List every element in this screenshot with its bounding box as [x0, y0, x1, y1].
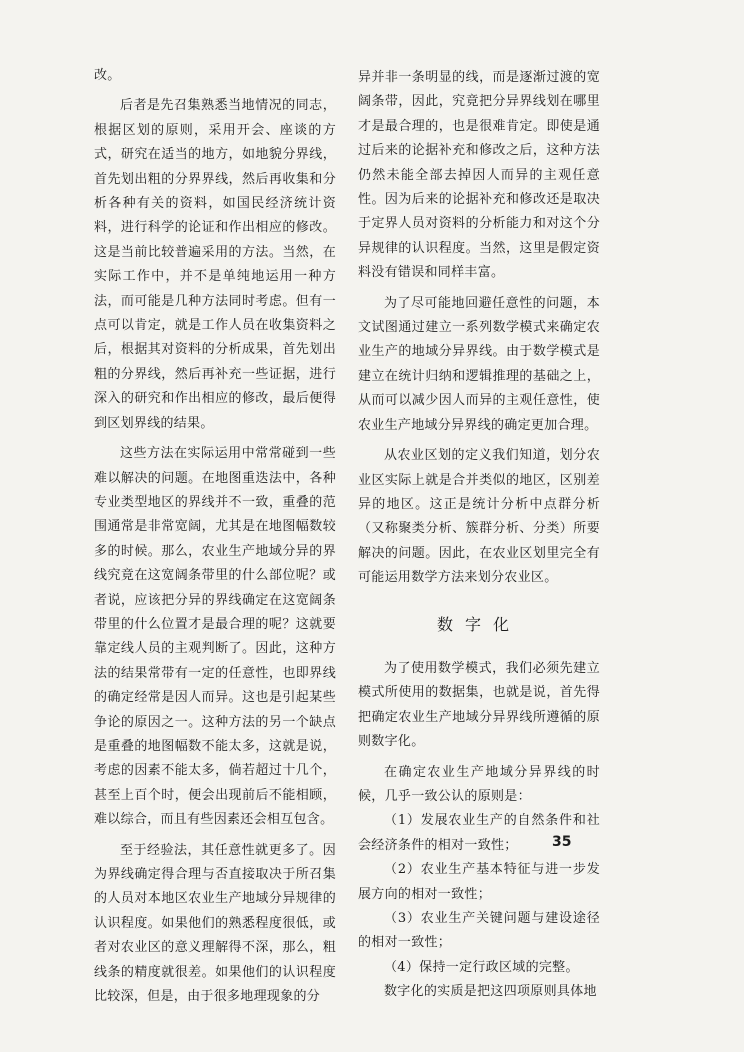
principle-item: （1）发展农业生产的自然条件和社会经济条件的相对一致性； [358, 813, 600, 853]
paragraph: 从农业区划的定义我们知道，划分农业区实际上就是合并类似的地区，区别差异的地区。这正是统计分析中点群分析（又称聚类分析、簇群分析、分类）所要解决的问题。因此，在农业区划里完全有可能运用数学方法来划分农业区。 [358, 448, 600, 586]
paragraph: 改。 [94, 68, 121, 83]
principle-item: （4）保持一定行政区域的完整。 [384, 959, 579, 975]
principle-item: （2）农业生产基本特征与进一步发展方向的相对一致性； [358, 862, 600, 902]
paragraph: 为了尽可能地回避任意性的问题，本文试图通过建立一系列数学模式来确定农业生产的地域分异界线。由于数学模式是建立在统计归纳和逻辑推理的基础之上，从而可以减少因人而异的主观任意性，使农业生产地域分异界线的确定更加合理。 [358, 295, 600, 433]
page-number: 35 [552, 834, 572, 850]
paragraph: 后者是先召集熟悉当地情况的同志，根据区划的原则，采用开会、座谈的方式，研究在适当的地方，如地貌分界线，首先划出粗的分界界线，然后再收集和分析各种有关的资料，如国民经济统计资料，进行科学的论证和作出相应的修改。这是当前比较普遍采用的方法。当然，在实际工作中，并不是单纯地运用一种方法，而可能是几种方法同时考虑。但有一点可以肯定，就是工作人员在收集资料之后，根据其对资料的分析成果，首先划出粗的分界线，然后再补充一些证据，进行深入的研究和作出相应的修改，最后便得到区划界线的结果。 [94, 98, 336, 431]
section-title: 数字化 [436, 614, 521, 634]
right-column [358, 66, 600, 1005]
paragraph: 这些方法在实际运用中常常碰到一些难以解决的问题。在地图重迭法中，各种专业类型地区的界线并不一致，重叠的范围通常是非常宽阔，尤其是在地图幅数较多的时候。那么，农业生产地域分异的界线究竟在这宽阔条带里的什么部位呢？或者说，应该把分异的界线确定在这宽阔条带里的什么位置才是最合理的呢？这就要靠定线人员的主观判断了。因此，这种方法的结果常带有一定的任意性，也即界线的确定经常是因人而异。这也是引起某些争论的原因之一。这种方法的另一个缺点是重叠的地图幅数不能太多，这就是说，考虑的因素不能太多，倘若超过十几个，甚至上百个时，便会出现前后不能相顾，难以综合，而且有些因素还会相互包含。 [94, 446, 336, 828]
paragraph: 在确定农业生产地域分异界线的时候，几乎一致公认的原则是： [358, 764, 600, 804]
left-column [94, 64, 336, 1009]
paragraph: 为了使用数学模式，我们必须先建立模式所使用的数据集，也就是说，首先得把确定农业生产地域分异界线所遵循的原则数字化。 [358, 660, 600, 750]
principle-item: （3）农业生产关键问题与建设途径的相对一致性； [358, 911, 600, 951]
paragraph: 数字化的实质是把这四项原则具体地 [384, 984, 597, 1000]
paragraph: 异并非一条明显的线，而是逐渐过渡的宽阔条带，因此，究竟把分异界线划在哪里才是最合理的，也是很难肯定。即使是通过后来的论据补充和修改之后，这种方法仍然未能全部去掉因人而异的主观任意性。因为后来的论据补充和修改还是取决于定界人员对资料的分析能力和对这个分异规律的认识程度。当然，这里是假定资料没有错误和同样丰富。 [358, 70, 600, 281]
paragraph: 至于经验法，其任意性就更多了。因为界线确定得合理与否直接取决于所召集的人员对本地区农业生产地域分异规律的认识程度。如果他们的熟悉程度很低，或者对农业区的意义理解得不深，那么，粗线条的精度就很差。如果他们的认识程度比较深，但是，由于很多地理现象的分 [94, 842, 336, 1005]
